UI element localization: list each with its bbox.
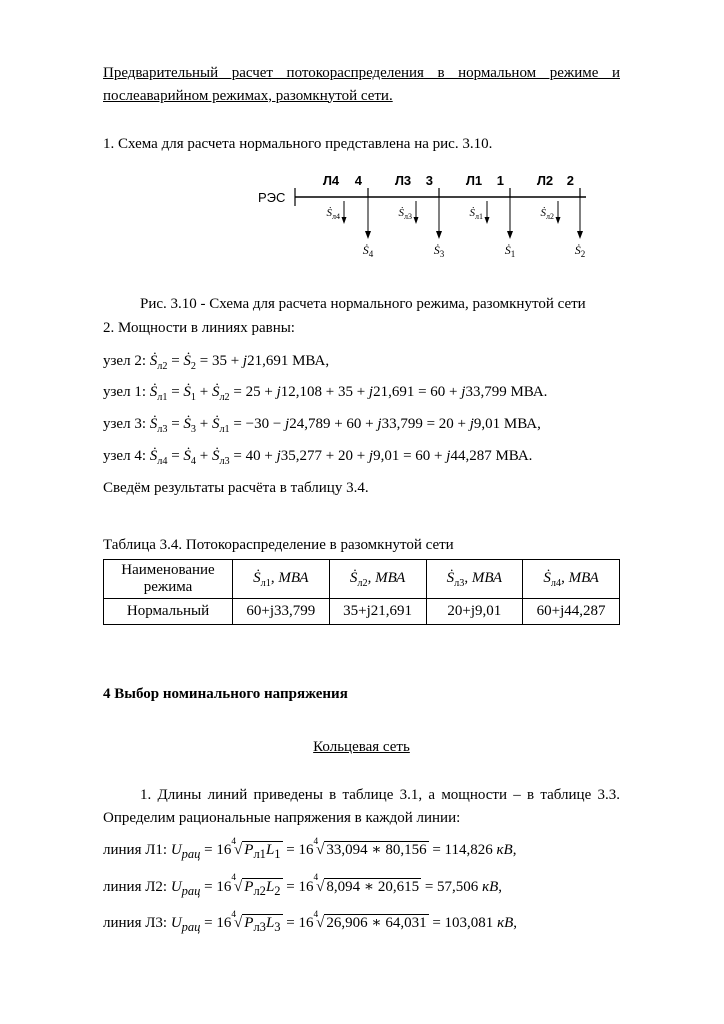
- node-3: [426, 173, 439, 197]
- cell-sl4: 60+j44,287: [523, 599, 620, 625]
- node-label-1: 1: [496, 172, 504, 188]
- flow-arrow-l3: [414, 201, 419, 224]
- load-arrow-3: [436, 197, 442, 239]
- cell-sl3: 20+j9,01: [426, 599, 523, 625]
- node-1: [497, 173, 510, 197]
- power-flow-table: [103, 559, 620, 625]
- para-results: Сведём результаты расчёта в таблицу 3.4.: [103, 480, 369, 497]
- flow-label-sl1: Ṡ$_{л1}$: [469, 206, 483, 221]
- doc-title: Предварительный расчет потокораспределения в нормальном режиме и послеаварийном режимах, разомкнутой сети.: [103, 65, 620, 104]
- para-line-lengths: 1. Длины линий приведены в таблице 3.1, а мощности – в таблице 3.3. Определим рациональные напряжения в каждой линии:: [103, 787, 620, 826]
- cell-sl2: 35+j21,691: [329, 599, 426, 625]
- table-row-normal: [104, 599, 620, 625]
- para-powers: 2. Мощности в линиях равны:: [103, 320, 295, 336]
- flow-arrow-l2: [556, 201, 561, 224]
- node-label-3: 3: [425, 172, 433, 188]
- cell-regime: Нормальный: [104, 599, 233, 625]
- para-scheme: 1. Схема для расчета нормального представлена на рис. 3.10.: [103, 136, 493, 152]
- segment-label-l2: Л2: [536, 172, 554, 188]
- rational-voltage-equations: [103, 833, 620, 942]
- section-heading-voltage: 4 Выбор номинального напряжения: [103, 686, 348, 703]
- col-header-sl4: Ṡ$_{л4}$, МВА: [523, 560, 620, 599]
- equation-node-2: узел 2: Ṡ$_{л2}$ = Ṡ$_2$ = 35 + j21,691 МВА,: [103, 352, 330, 372]
- node-label-2: 2: [566, 172, 574, 188]
- load-arrow-4: [365, 197, 371, 239]
- load-label-s3: Ṡ$_3$: [433, 242, 445, 259]
- table-title: Таблица 3.4. Потокораспределение в разомкнутой сети: [103, 536, 454, 553]
- network-scheme-svg: [258, 172, 593, 270]
- load-label-s2: Ṡ$_2$: [574, 242, 586, 259]
- cell-sl1: 60+j33,799: [233, 599, 330, 625]
- equation-node-4: узел 4: Ṡ$_{л4}$ = Ṡ$_4$ + Ṡ$_{л3}$ = 40 + j35,277 + 20 + j9,01 = 60 + j44,287 МВА.: [103, 448, 533, 468]
- equation-line-l2: линия Л2: $U_{рац} = 16^4√$ $P_{л2}L_2 = 16^4√$ 8,094 ∗ 20,615 = 57,506 кВ,: [103, 873, 502, 898]
- flow-arrow-l1: [485, 201, 490, 224]
- node-2: [567, 173, 580, 197]
- subheading-ring-network: Кольцевая сеть: [313, 738, 410, 755]
- load-label-s4: Ṡ$_4$: [362, 242, 374, 259]
- figure-3-10: [258, 172, 620, 275]
- node-4: [355, 173, 368, 197]
- load-label-s1: Ṡ$_1$: [504, 242, 516, 259]
- col-header-sl2: Ṡ$_{л2}$, МВА: [329, 560, 426, 599]
- equation-line-l3: линия Л3: $U_{рац} = 16^4√$ $P_{л3}L_3 = 16^4√$ 26,906 ∗ 64,031 = 103,081 кВ,: [103, 909, 517, 934]
- equation-node-3: узел 3: Ṡ$_{л3}$ = Ṡ$_3$ + Ṡ$_{л1}$ = −30 − j24,789 + 60 + j33,799 = 20 + j9,01 МВА,: [103, 416, 541, 436]
- segment-label-l4: Л4: [322, 172, 340, 188]
- col-header-regime: Наименование режима: [104, 560, 233, 599]
- load-arrow-1: [507, 197, 513, 239]
- node-label-4: 4: [354, 172, 362, 188]
- source-label: РЭС: [258, 189, 286, 205]
- node-power-equations: [103, 346, 620, 474]
- figure-caption: Рис. 3.10 - Схема для расчета нормального режима, разомкнутой сети: [140, 295, 586, 312]
- equation-line-l1: линия Л1: $U_{рац} = 16^4√$ $P_{л1}L_1 = 16^4√$ 33,094 ∗ 80,156 = 114,826 кВ,: [103, 836, 517, 862]
- flow-label-sl3: Ṡ$_{л3}$: [398, 206, 412, 221]
- table-header-row: [104, 560, 620, 599]
- flow-arrow-l4: [342, 201, 347, 224]
- flow-label-sl4: Ṡ$_{л4}$: [326, 206, 340, 221]
- flow-label-sl2: Ṡ$_{л2}$: [540, 206, 554, 221]
- col-header-sl1: Ṡ$_{л1}$, МВА: [233, 560, 330, 599]
- col-header-sl3: Ṡ$_{л3}$, МВА: [426, 560, 523, 599]
- load-arrow-2: [577, 197, 583, 239]
- equation-node-1: узел 1: Ṡ$_{л1}$ = Ṡ$_1$ + Ṡ$_{л2}$ = 25 + j12,108 + 35 + j21,691 = 60 + j33,799 МВА.: [103, 384, 548, 404]
- segment-label-l3: Л3: [394, 172, 412, 188]
- segment-label-l1: Л1: [465, 172, 483, 188]
